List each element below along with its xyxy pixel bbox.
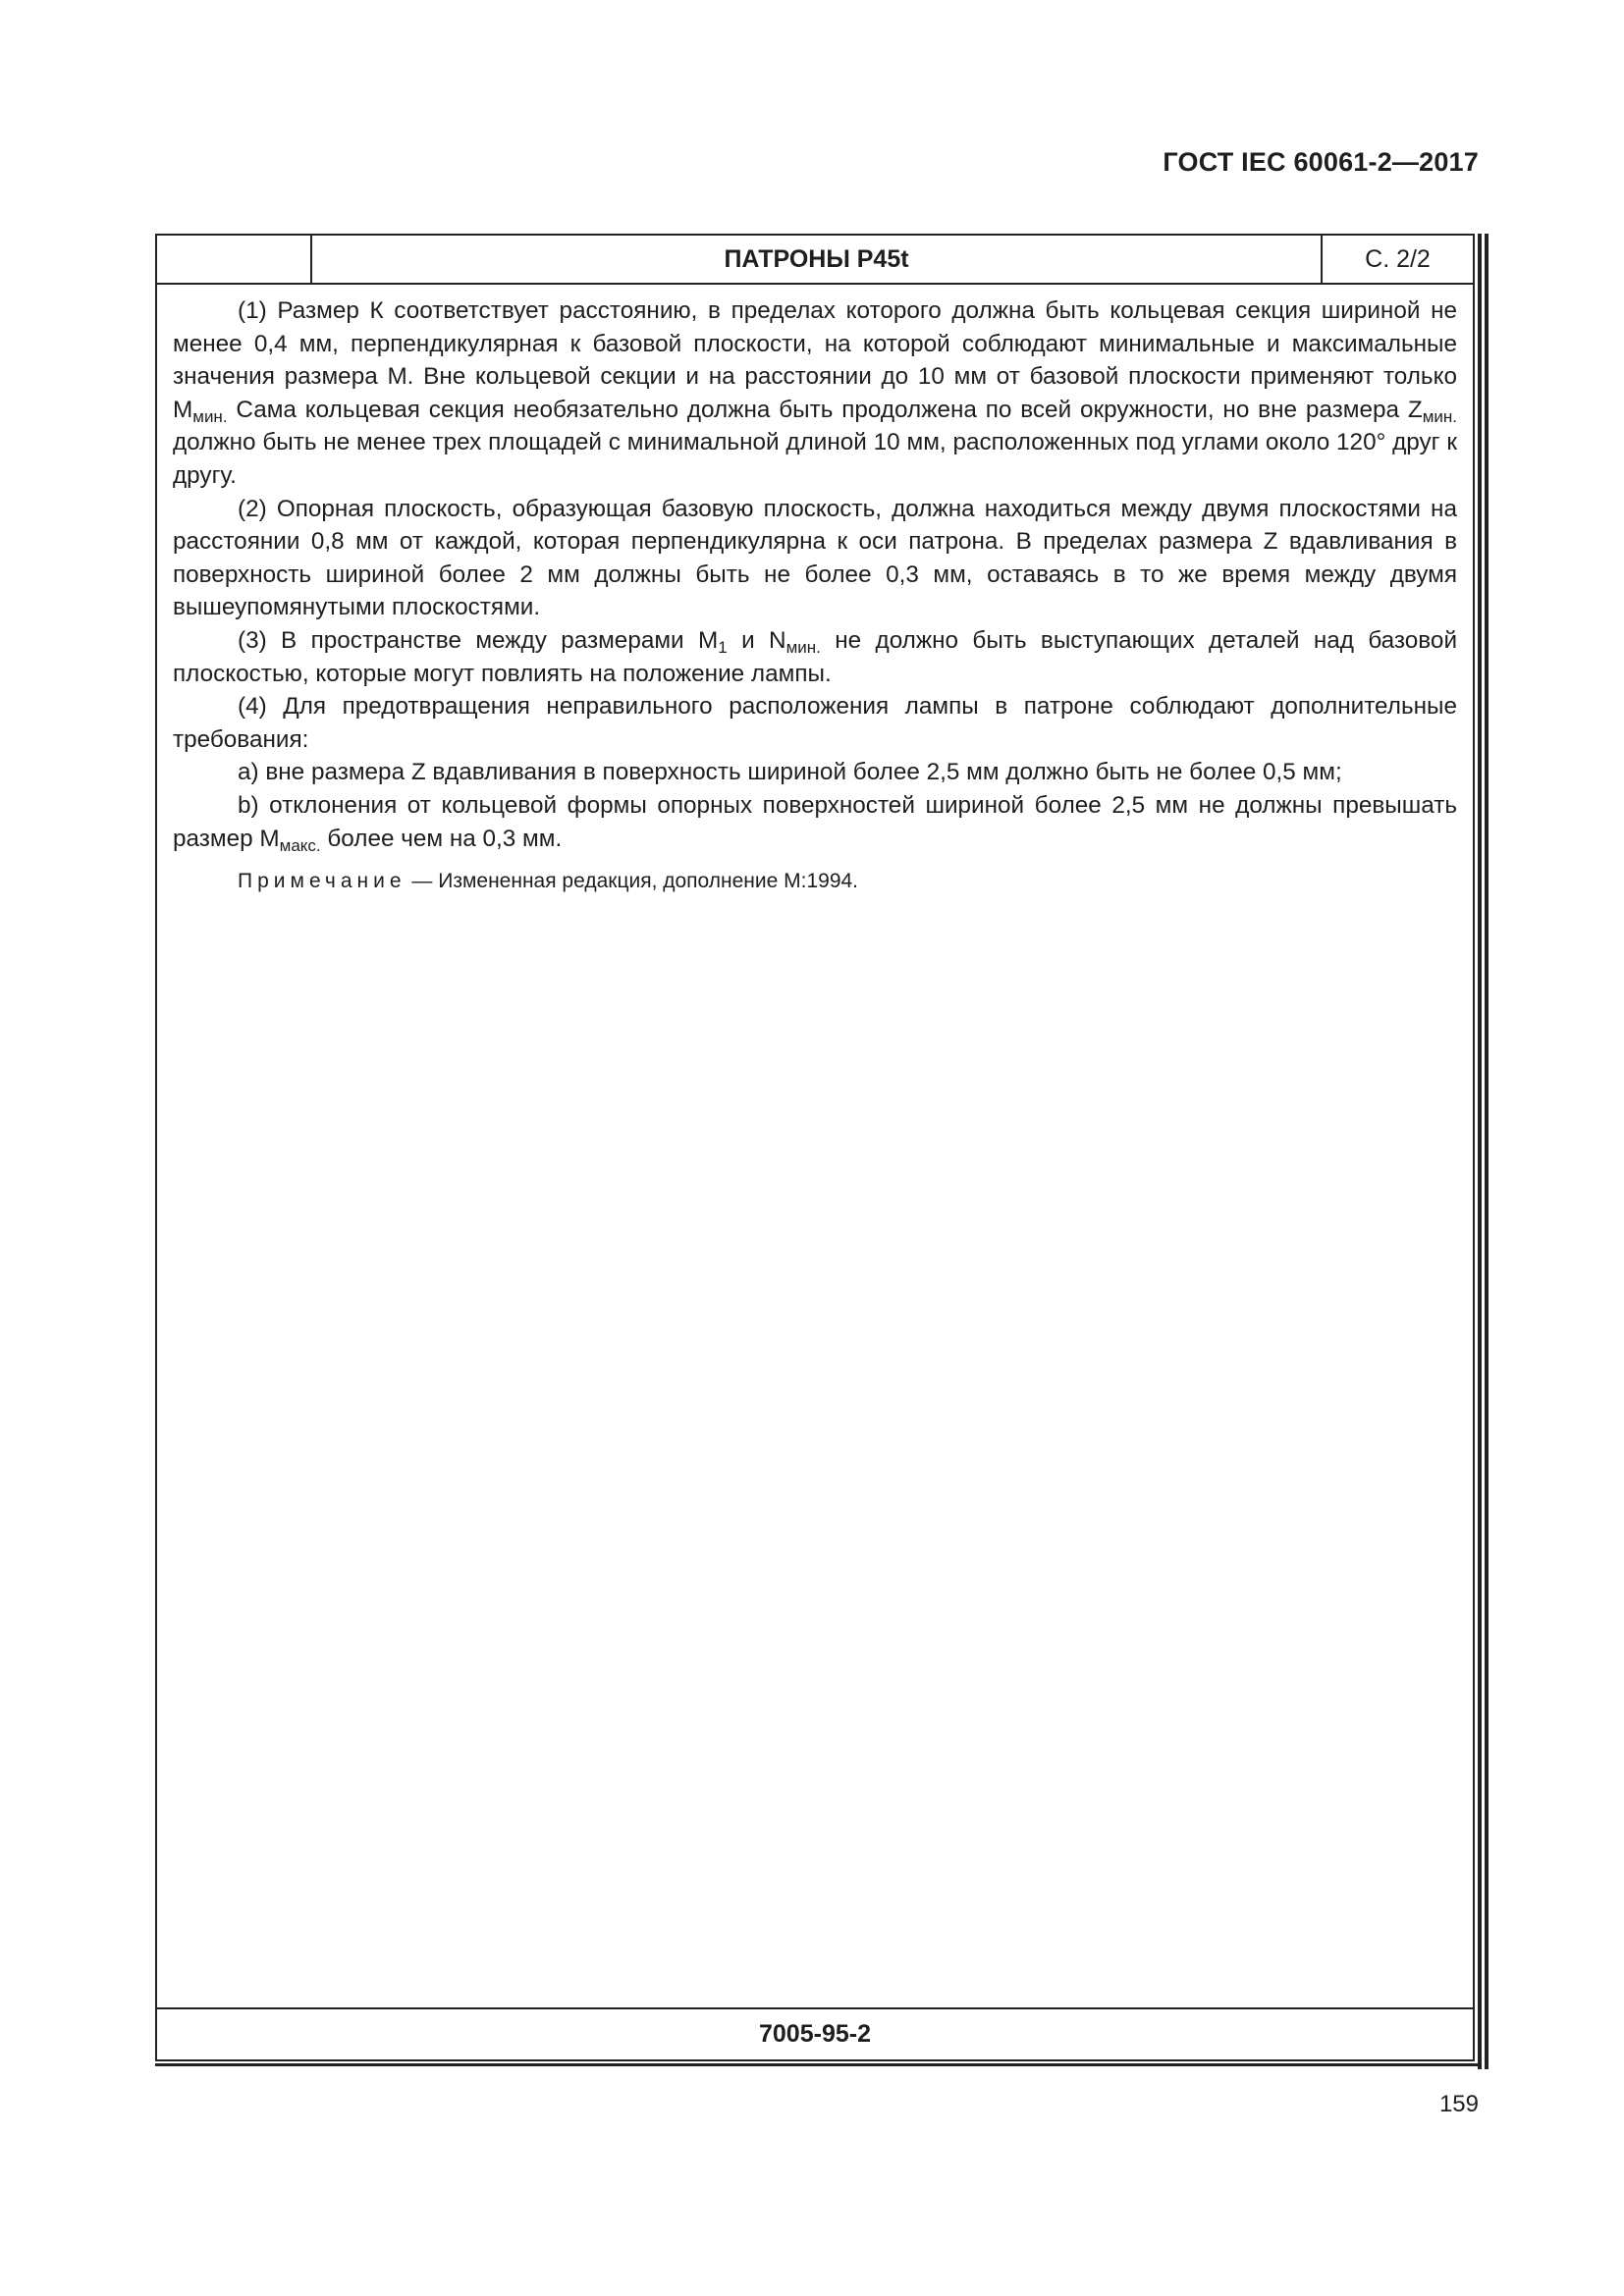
sheet-title: ПАТРОНЫ P45t bbox=[724, 244, 909, 273]
standard-sheet-frame bbox=[155, 234, 1475, 2061]
paragraph-1 bbox=[173, 294, 1457, 493]
header-empty-cell bbox=[157, 236, 312, 283]
sheet-page-indicator: С. 2/2 bbox=[1321, 236, 1473, 283]
paragraph-4: (4) Для предотвращения неправильного расположения лампы в патроне соблюдают дополнительные требования: bbox=[173, 693, 1457, 753]
p6-text-a: b) отклонения от кольцевой формы опорных поверхностей шириной более 2,5 мм не должны превышать размер М bbox=[173, 791, 1457, 852]
frame-double-line bbox=[1478, 234, 1482, 2069]
p3-text-b: и N bbox=[727, 626, 786, 654]
sheet-code: 7005-95-2 bbox=[157, 2007, 1473, 2059]
page-number: 159 bbox=[1438, 2091, 1479, 2117]
note-text: — Измененная редакция, дополнение М:1994. bbox=[406, 870, 859, 893]
subscript-max: макс. bbox=[279, 835, 321, 855]
subscript-min: мин. bbox=[1422, 406, 1457, 426]
frame-double-line bbox=[1485, 234, 1489, 2069]
paragraph-2: (2) Опорная плоскость, образующая базовую плоскость, должна находиться между двумя плоскостями на расстоянии 0,8 мм от каждой, которая перпендикулярна к оси патрона. В пределах размера Z вдавливания в поверхность шириной более 2 мм должны быть не более 0,3 мм, оставаясь в то же время между двумя вышеупомянутыми плоскостями. bbox=[173, 495, 1457, 621]
p1-text-c: должно быть не менее трех площадей с минимальной длиной 10 мм, расположенных под углами около 120° друг к другу. bbox=[173, 429, 1457, 489]
note-label: Примечание bbox=[238, 870, 406, 893]
paragraph-3 bbox=[173, 624, 1457, 690]
paragraph-6 bbox=[173, 789, 1457, 855]
sheet-body-text bbox=[173, 294, 1457, 896]
sheet-header-row bbox=[157, 236, 1473, 285]
document-code: ГОСТ IEC 60061-2—2017 bbox=[1163, 147, 1479, 177]
frame-bottom-line bbox=[155, 2063, 1482, 2066]
subscript-min: мин. bbox=[192, 406, 228, 426]
p1-text-b: Сама кольцевая секция необязательно должна быть продолжена по всей окружности, но вне размера Z bbox=[227, 396, 1423, 423]
p1-text-a: (1) Размер К соответствует расстоянию, в пределах которого должна быть кольцевая секция шириной не менее 0,4 мм, перпендикулярная к базовой плоскости, на которой соблюдают минимальные и максимальные значения размера М. Вне кольцевой секции и на расстоянии до 10 мм от базовой плоскости применяют только М bbox=[173, 297, 1457, 423]
subscript-min: мин. bbox=[785, 637, 821, 657]
p6-text-b: более чем на 0,3 мм. bbox=[320, 825, 563, 852]
p3-text-c: не должно быть выступающих деталей над базовой плоскостью, которые могут повлиять на положение лампы. bbox=[173, 626, 1458, 687]
subscript-1: 1 bbox=[718, 637, 728, 657]
p3-text-a: (3) В пространстве между размерами М bbox=[238, 626, 719, 654]
paragraph-5: a) вне размера Z вдавливания в поверхность шириной более 2,5 мм должно быть не более 0,5 мм; bbox=[238, 759, 1342, 786]
note bbox=[173, 867, 1457, 896]
